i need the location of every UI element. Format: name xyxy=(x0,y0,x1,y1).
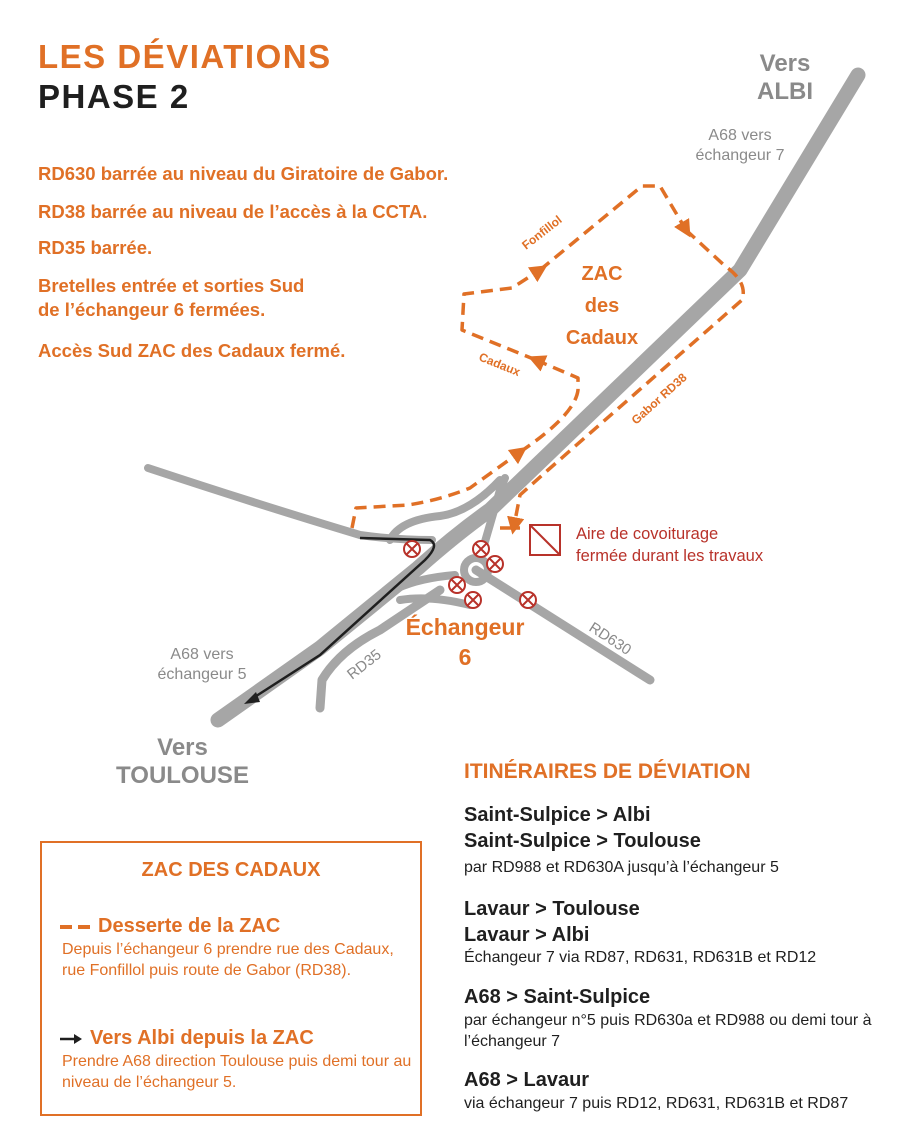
west-road xyxy=(148,468,432,540)
aire-line1: Aire de covoiturage xyxy=(576,525,719,543)
a68-south-line1: A68 vers xyxy=(170,646,234,663)
zac-box-title: ZAC DES CADAUX xyxy=(141,859,321,881)
closure-rd630: RD630 barrée au niveau du Giratoire de Gabor. xyxy=(38,163,449,184)
vers-albi-line2: ALBI xyxy=(757,78,813,105)
itinerary-2-head-1: Lavaur > Toulouse xyxy=(464,898,640,920)
echangeur-label xyxy=(400,612,530,672)
a68-south-label xyxy=(142,645,262,685)
itinerary-1-head-2: Saint-Sulpice > Toulouse xyxy=(464,830,701,852)
arrow-right-icon xyxy=(60,1033,84,1045)
zac-line3: Cadaux xyxy=(565,327,639,349)
road-label-rd35: RD35 xyxy=(343,646,385,684)
closure-marker-6 xyxy=(520,592,536,608)
closure-rd35: RD35 barrée. xyxy=(38,237,153,258)
detour-cadaux xyxy=(462,270,540,360)
road-label-cadaux: Cadaux xyxy=(476,349,523,380)
itineraries-title: ITINÉRAIRES DE DÉVIATION xyxy=(464,760,751,783)
zac-label xyxy=(556,258,648,354)
ramp-south-2 xyxy=(400,598,470,605)
vers-albi-line1: Vers xyxy=(759,50,811,77)
dashed-line-icon xyxy=(60,922,92,932)
closure-marker-3 xyxy=(487,556,503,572)
a68-south-line2: échangeur 5 xyxy=(157,666,247,683)
zac-line1: ZAC xyxy=(581,263,623,285)
zac-info-box xyxy=(40,841,422,1116)
detour-route xyxy=(352,186,743,528)
closure-bretelles-line2: de l’échangeur 6 fermées. xyxy=(38,299,266,320)
itinerary-3-text: par échangeur n°5 puis RD630a et RD988 ou demi tour à l’échangeur 7 xyxy=(464,1012,872,1050)
closure-marker-2 xyxy=(473,541,489,557)
closure-rd38: RD38 barrée au niveau de l’accès à la CCTA. xyxy=(38,201,428,222)
itinerary-4-heads xyxy=(464,1067,589,1093)
aire-label xyxy=(576,523,763,567)
vers-toulouse-line1: Vers xyxy=(157,734,208,761)
itinerary-3-head-1: A68 > Saint-Sulpice xyxy=(464,986,651,1008)
albi-title: Vers Albi depuis la ZAC xyxy=(90,1027,314,1049)
echangeur-line1: Échangeur xyxy=(405,614,525,640)
itinerary-1-heads xyxy=(464,802,701,854)
vers-toulouse-line2: TOULOUSE xyxy=(116,762,249,789)
aire-line2: fermée durant les travaux xyxy=(576,547,764,565)
a68-north-line1: A68 vers xyxy=(708,127,772,144)
vers-toulouse-label xyxy=(100,734,265,790)
closure-marker-1 xyxy=(404,541,420,557)
desserte-title: Desserte de la ZAC xyxy=(98,915,281,937)
a68-motorway xyxy=(218,75,858,720)
page-title: LES DÉVIATIONS xyxy=(38,38,332,75)
closure-marker-5 xyxy=(465,592,481,608)
closure-bretelles-line1: Bretelles entrée et sorties Sud xyxy=(38,275,305,296)
a68-north-line2: échangeur 7 xyxy=(695,147,785,164)
itinerary-4-head-1: A68 > Lavaur xyxy=(464,1069,590,1091)
itinerary-2-heads xyxy=(464,896,640,948)
road-label-rd630: RD630 xyxy=(585,619,635,659)
itinerary-1-text: par RD988 et RD630A jusqu’à l’échangeur 5 xyxy=(464,859,779,876)
itinerary-2-head-2: Lavaur > Albi xyxy=(464,924,590,946)
albi-text: Prendre A68 direction Toulouse puis demi tour au niveau de l’échangeur 5. xyxy=(62,1053,412,1091)
zac-line2: des xyxy=(584,295,620,317)
page-subtitle: PHASE 2 xyxy=(38,78,190,115)
closure-acces-sud: Accès Sud ZAC des Cadaux fermé. xyxy=(38,340,346,361)
itinerary-1-head-1: Saint-Sulpice > Albi xyxy=(464,804,651,826)
aire-icon xyxy=(530,525,560,555)
a68-north-label xyxy=(680,126,800,166)
road-label-gabor: Gabor RD38 xyxy=(628,370,690,428)
echangeur-line2: 6 xyxy=(458,644,472,670)
vers-albi-label xyxy=(750,50,820,106)
closure-marker-4 xyxy=(449,577,465,593)
itinerary-3-heads xyxy=(464,984,650,1010)
itinerary-2-text: Échangeur 7 via RD87, RD631, RD631B et RD12 xyxy=(464,949,817,966)
itinerary-4-text: via échangeur 7 puis RD12, RD631, RD631B et RD87 xyxy=(464,1095,849,1112)
albi-heading xyxy=(60,1027,314,1050)
road-label-fonfillol: Fonfillol xyxy=(519,212,565,253)
desserte-text: Depuis l’échangeur 6 prendre rue des Cadaux, rue Fonfillol puis route de Gabor (RD38). xyxy=(62,941,394,979)
desserte-heading xyxy=(60,915,280,938)
